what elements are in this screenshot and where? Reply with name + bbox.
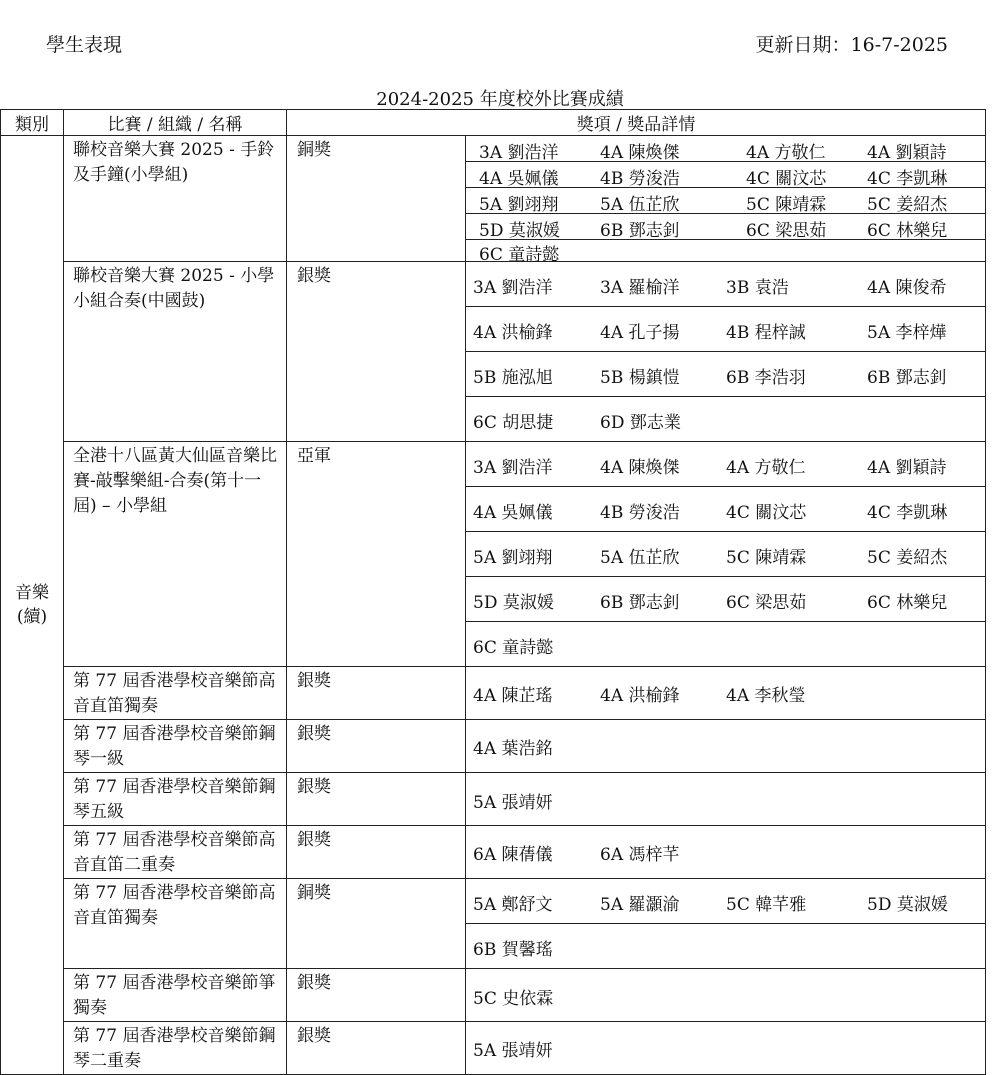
student-name: 6C 梁思茹 — [726, 593, 807, 613]
student-name: 5A 張靖妍 — [473, 793, 553, 813]
student-name: 4A 吳姵儀 — [473, 503, 553, 523]
winner-names-row — [466, 136, 986, 162]
winner-names-row — [466, 240, 986, 265]
winner-names-row — [466, 262, 986, 307]
student-name: 5B 楊鎮愷 — [600, 368, 680, 388]
student-name: 5A 羅灝渝 — [600, 895, 680, 915]
student-name: 3A 劉浩洋 — [479, 143, 559, 163]
winner-names-row — [466, 397, 986, 442]
column-header-competition: 比賽 / 組織 / 名稱 — [64, 110, 287, 136]
student-name: 5D 莫淑媛 — [867, 895, 948, 915]
table-row — [1, 262, 986, 307]
student-name: 5A 劉翊翔 — [479, 195, 559, 215]
award-level: 銀獎 — [287, 773, 466, 826]
student-name: 4C 關汶芯 — [726, 503, 807, 523]
table-row — [1, 826, 986, 879]
competition-name: 全港十八區黃大仙區音樂比賽-敲擊樂組-合奏(第十一屆) – 小學組 — [64, 442, 287, 667]
winner-names-row — [466, 924, 986, 969]
student-name: 4B 勞浚浩 — [600, 503, 680, 523]
winner-names-row — [466, 307, 986, 352]
column-header-category: 類別 — [1, 110, 64, 136]
student-name: 6D 鄧志業 — [600, 413, 681, 433]
student-name: 5B 施泓旭 — [473, 368, 553, 388]
student-name: 5A 李梓燁 — [867, 323, 947, 343]
student-name: 5C 姜紹杰 — [867, 195, 948, 215]
winner-names-row — [466, 352, 986, 397]
student-name: 4A 方敬仁 — [726, 458, 806, 478]
student-name: 6B 李浩羽 — [726, 368, 806, 388]
table-row — [1, 442, 986, 487]
competition-name: 第 77 屆香港學校音樂節箏獨奏 — [64, 969, 287, 1022]
student-name: 4A 吳姵儀 — [479, 169, 559, 189]
update-date: 更新日期：16-7-2025 — [755, 34, 948, 56]
student-name: 5A 鄭舒文 — [473, 895, 553, 915]
student-name: 4C 李凱琳 — [867, 169, 948, 189]
student-name: 4B 程梓誠 — [726, 323, 806, 343]
student-name: 4A 劉穎詩 — [867, 143, 947, 163]
winner-names-row — [466, 487, 986, 532]
competition-name: 第 77 屆香港學校音樂節鋼琴五級 — [64, 773, 287, 826]
award-level: 銀獎 — [287, 667, 466, 720]
award-level: 銀獎 — [287, 1022, 466, 1075]
student-name: 5A 張靖妍 — [473, 1041, 553, 1061]
student-name: 3B 袁浩 — [726, 278, 789, 298]
award-level: 銀獎 — [287, 262, 466, 442]
table-title: 2024-2025 年度校外比賽成績 — [376, 89, 624, 110]
student-name: 5C 史依霖 — [473, 989, 554, 1009]
student-name: 4A 李秋瑩 — [726, 686, 806, 706]
student-name: 4A 陳芷瑤 — [473, 686, 553, 706]
student-name: 3A 劉浩洋 — [473, 458, 553, 478]
student-name: 4C 關汶芯 — [746, 169, 827, 189]
award-level: 銀獎 — [287, 826, 466, 879]
student-name: 4C 李凱琳 — [867, 503, 948, 523]
student-name: 3A 劉浩洋 — [473, 278, 553, 298]
student-name: 5C 陳靖霖 — [726, 548, 807, 568]
student-name: 6A 陳蒨儀 — [473, 845, 553, 865]
award-level: 銅獎 — [287, 879, 466, 969]
table-row — [1, 773, 986, 826]
winner-names-row — [466, 162, 986, 188]
winner-names-row — [466, 969, 986, 1022]
student-name: 6C 林樂兒 — [867, 593, 948, 613]
student-name: 6C 胡思捷 — [473, 413, 554, 433]
winner-names-row — [466, 622, 986, 667]
student-name: 4A 孔子揚 — [600, 323, 680, 343]
page-header-left: 學生表現 — [46, 34, 123, 56]
table-row — [1, 667, 986, 720]
student-name: 5D 莫淑媛 — [473, 593, 554, 613]
award-level: 銀獎 — [287, 720, 466, 773]
student-name: 6B 賀馨瑤 — [473, 940, 553, 960]
table-row — [1, 1022, 986, 1075]
winner-names-row — [466, 532, 986, 577]
winner-names-row — [466, 214, 986, 240]
competition-name: 第 77 屆香港學校音樂節鋼琴一級 — [64, 720, 287, 773]
winner-names-row — [466, 577, 986, 622]
winner-names-row — [466, 667, 986, 720]
category-cell: 音樂 (續) — [1, 136, 64, 1075]
student-name: 5A 伍芷欣 — [600, 195, 680, 215]
student-name: 5C 韓芊雅 — [726, 895, 807, 915]
winner-names-row — [466, 826, 986, 879]
student-name: 4A 方敬仁 — [746, 143, 826, 163]
table-header-row — [1, 110, 986, 136]
award-level: 亞軍 — [287, 442, 466, 667]
column-header-award: 獎項 / 獎品詳情 — [287, 110, 986, 136]
student-name: 4B 勞浚浩 — [600, 169, 680, 189]
student-name: 4A 劉穎詩 — [867, 458, 947, 478]
student-name: 4A 洪榆鋒 — [473, 323, 553, 343]
student-name: 4A 洪榆鋒 — [600, 686, 680, 706]
winner-names-row — [466, 773, 986, 826]
competition-name: 聯校音樂大賽 2025 - 小學小組合奏(中國鼓) — [64, 262, 287, 442]
award-level: 銀獎 — [287, 969, 466, 1022]
student-name: 6C 童詩懿 — [479, 245, 560, 265]
results-table — [0, 109, 986, 1075]
student-name: 6B 鄧志釗 — [600, 593, 680, 613]
table-row — [1, 879, 986, 924]
table-row — [1, 720, 986, 773]
student-name: 5A 劉翊翔 — [473, 548, 553, 568]
student-name: 4A 陳煥傑 — [600, 143, 680, 163]
competition-name: 第 77 屆香港學校音樂節高音直笛二重奏 — [64, 826, 287, 879]
winner-names-row — [466, 442, 986, 487]
student-name: 6C 林樂兒 — [867, 221, 948, 241]
winner-names-row — [466, 879, 986, 924]
student-name: 6C 童詩懿 — [473, 638, 554, 658]
student-name: 4A 葉浩銘 — [473, 739, 553, 759]
student-name: 6A 馮梓芊 — [600, 845, 680, 865]
competition-name: 聯校音樂大賽 2025 - 手鈴及手鐘(小學組) — [64, 136, 287, 262]
student-name: 5A 伍芷欣 — [600, 548, 680, 568]
table-row — [1, 136, 986, 162]
winner-names-row — [466, 1022, 986, 1075]
competition-name: 第 77 屆香港學校音樂節高音直笛獨奏 — [64, 879, 287, 969]
student-name: 6B 鄧志釗 — [867, 368, 947, 388]
student-name: 4A 陳煥傑 — [600, 458, 680, 478]
student-name: 5D 莫淑媛 — [479, 221, 560, 241]
student-name: 5C 陳靖霖 — [746, 195, 827, 215]
student-name: 6B 鄧志釗 — [600, 221, 680, 241]
student-name: 5C 姜紹杰 — [867, 548, 948, 568]
winner-names-row — [466, 720, 986, 773]
competition-name: 第 77 屆香港學校音樂節鋼琴二重奏 — [64, 1022, 287, 1075]
student-name: 6C 梁思茹 — [746, 221, 827, 241]
student-name: 4A 陳俊希 — [867, 278, 947, 298]
student-name: 3A 羅榆洋 — [600, 278, 680, 298]
award-level: 銅獎 — [287, 136, 466, 262]
table-row — [1, 969, 986, 1022]
winner-names-row — [466, 188, 986, 214]
competition-name: 第 77 屆香港學校音樂節高音直笛獨奏 — [64, 667, 287, 720]
